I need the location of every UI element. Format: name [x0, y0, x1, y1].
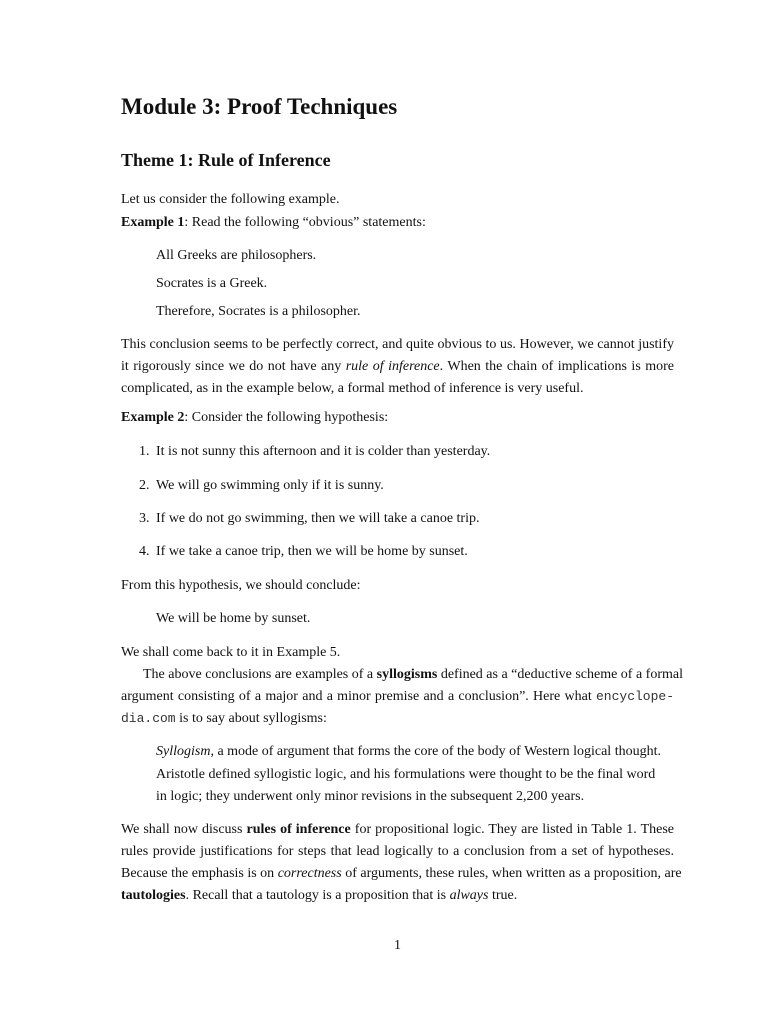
encyclopedia-link-part2: dia.com	[121, 711, 176, 726]
example1-line	[121, 215, 426, 231]
list-item-number: 2.	[139, 478, 150, 493]
para3-line1	[121, 822, 674, 838]
para2-line3	[121, 711, 327, 727]
para1-line2-post: . When the chain of implications is more	[439, 359, 675, 374]
intro-text: Let us consider the following example.	[121, 192, 340, 207]
example1-label: Example 1	[121, 215, 185, 230]
always-term: always	[449, 888, 489, 903]
quote-line1-post: , a mode of argument that forms the core of the body of Western logical thought.	[210, 744, 661, 759]
theme-title: Theme 1: Rule of Inference	[121, 150, 331, 170]
para3-line3	[121, 866, 682, 882]
correctness-term: correctness	[277, 866, 342, 881]
para3-line4	[121, 888, 517, 904]
list-item: If we take a canoe trip, then we will be home by sunset.	[156, 544, 468, 559]
syllogisms-term: syllogisms	[376, 667, 438, 682]
quote-line3: in logic; they underwent only minor revisions in the subsequent 2,200 years.	[156, 789, 585, 804]
para1-line3: complicated, as in the example below, a formal method of inference is very useful.	[121, 381, 584, 396]
para3-line4-mid: . Recall that a tautology is a proposition that is	[185, 888, 447, 903]
example2-line	[121, 410, 388, 426]
para1-line1: This conclusion seems to be perfectly correct, and quite obvious to us. However, we cannot justify	[121, 337, 674, 352]
para3-line1-pre: We shall now discuss	[121, 822, 243, 837]
conclude-intro: From this hypothesis, we should conclude:	[121, 578, 361, 593]
back-to-text: We shall come back to it in Example 5.	[121, 645, 341, 660]
quote-line2: Aristotle defined syllogistic logic, and his formulations were thought to be the final word	[156, 767, 656, 782]
statement-1: All Greeks are philosophers.	[156, 248, 317, 263]
list-item-number: 1.	[139, 444, 150, 459]
list-item: We will go swimming only if it is sunny.	[156, 478, 384, 493]
rules-of-inference-term: rules of inference	[246, 822, 351, 837]
para2-line1-post: defined as a “deductive scheme of a formal	[440, 667, 683, 682]
page-number: 1	[394, 938, 401, 953]
encyclopedia-link-part1: encyclope-	[596, 689, 675, 704]
statement-2: Socrates is a Greek.	[156, 276, 268, 291]
rule-of-inference-term: rule of inference	[345, 359, 440, 374]
quote-line1	[156, 744, 661, 760]
para3-line4-post: true.	[491, 888, 518, 903]
para3-line3-post: of arguments, these rules, when written as a proposition, are	[345, 866, 682, 881]
list-item-number: 3.	[139, 511, 150, 526]
para3-line2: rules provide justifications for steps that lead logically to a conclusion from a set of hypotheses.	[121, 844, 674, 859]
example2-text: : Consider the following hypothesis:	[184, 410, 389, 425]
module-title: Module 3: Proof Techniques	[121, 94, 398, 119]
statement-3: Therefore, Socrates is a philosopher.	[156, 304, 361, 319]
para2-line2	[121, 689, 674, 705]
list-item: If we do not go swimming, then we will take a canoe trip.	[156, 511, 480, 526]
conclusion-statement: We will be home by sunset.	[156, 611, 311, 626]
para2-line2-pre: argument consisting of a major and a minor premise and a conclusion”. Here what	[121, 689, 592, 704]
para2-line3-post: is to say about syllogisms:	[179, 711, 327, 726]
list-item-number: 4.	[139, 544, 150, 559]
list-item: It is not sunny this afternoon and it is colder than yesterday.	[156, 444, 491, 459]
para2-line1	[143, 667, 683, 683]
example1-text: : Read the following “obvious” statements:	[184, 215, 426, 230]
para2-line1-pre: The above conclusions are examples of a	[143, 667, 374, 682]
syllogism-term: Syllogism	[156, 744, 211, 759]
para3-line1-post: for propositional logic. They are listed in Table 1. These	[354, 822, 675, 837]
tautologies-term: tautologies	[121, 888, 186, 903]
para1-line2	[121, 359, 674, 375]
para1-line2-pre: it rigorously since we do not have any	[121, 359, 342, 374]
para3-line3-pre: Because the emphasis is on	[121, 866, 275, 881]
example2-label: Example 2	[121, 410, 185, 425]
